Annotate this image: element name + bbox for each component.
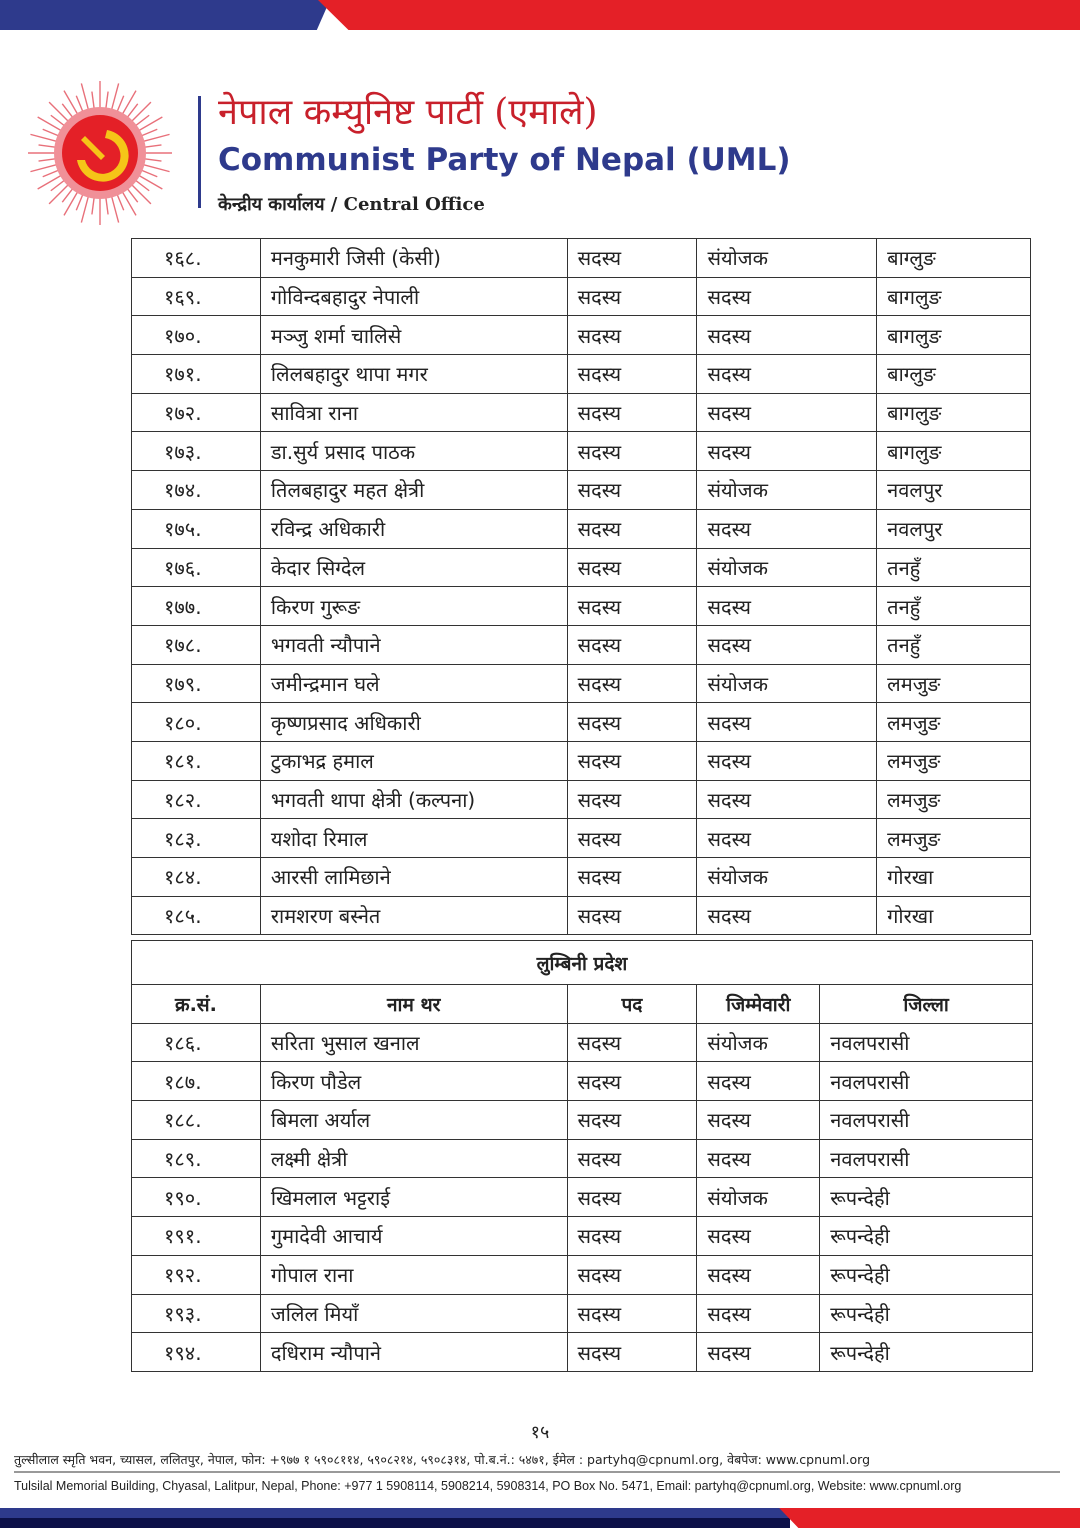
cell-responsibility: सदस्य (697, 625, 877, 664)
table-row (132, 393, 1031, 432)
cell-position: सदस्य (567, 587, 697, 626)
cell-position: सदस्य (567, 1255, 697, 1294)
table-row (132, 471, 1031, 510)
cell-responsibility: सदस्य (697, 703, 877, 742)
cell-district: नवलपरासी (820, 1139, 1033, 1178)
cell-serial: १९०. (132, 1178, 261, 1217)
cell-serial: १८५. (132, 896, 261, 935)
cell-serial: १९३. (132, 1294, 261, 1333)
table-row (132, 1333, 1033, 1372)
cell-position: सदस्य (567, 1062, 697, 1101)
cell-district: नवलपुर (877, 509, 1031, 548)
cell-district: लमजुङ (877, 741, 1031, 780)
cell-responsibility: संयोजक (697, 548, 877, 587)
cell-responsibility: संयोजक (697, 1023, 820, 1062)
table-row (132, 819, 1031, 858)
cell-serial: १८१. (132, 741, 261, 780)
cell-responsibility: सदस्य (697, 1255, 820, 1294)
header-serial: क्र.सं. (132, 985, 261, 1024)
cell-district: नवलपरासी (820, 1062, 1033, 1101)
table-row (132, 432, 1031, 471)
cell-responsibility: संयोजक (697, 471, 877, 510)
cell-name: खिमलाल भट्टराई (260, 1178, 567, 1217)
cell-district: लमजुङ (877, 819, 1031, 858)
cell-responsibility: संयोजक (697, 664, 877, 703)
cell-name: दधिराम न्यौपाने (260, 1333, 567, 1372)
cell-position: सदस्य (567, 548, 697, 587)
cell-position: सदस्य (567, 780, 697, 819)
cell-position: सदस्य (567, 1023, 697, 1062)
table-row (132, 316, 1031, 355)
cell-responsibility: सदस्य (697, 896, 877, 935)
table-row (132, 780, 1031, 819)
table-row (132, 896, 1031, 935)
cell-name: जमीन्द्रमान घले (260, 664, 567, 703)
cell-serial: १६९. (132, 277, 261, 316)
footer-address-nepali: तुल्सीलाल स्मृति भवन, च्यासल, ललितपुर, नेपाल, फोन: +९७७ १ ५९०८११४, ५९०८२१४, ५९०८३१४, पो.ब.नं.: ५४७१, ईमेल : partyhq@cpnuml.org, वेबपेज: www.cpnuml.org (14, 1452, 871, 1467)
cell-name: लिलबहादुर थापा मगर (260, 355, 567, 394)
party-name-english: Communist Party of Nepal (UML) (218, 142, 791, 178)
cell-responsibility: सदस्य (697, 316, 877, 355)
cell-district: बाग्लुङ (877, 239, 1031, 278)
cell-responsibility: सदस्य (697, 819, 877, 858)
cell-serial: १८९. (132, 1139, 261, 1178)
cell-serial: १७०. (132, 316, 261, 355)
table-row (132, 1255, 1033, 1294)
cell-serial: १७८. (132, 625, 261, 664)
cell-position: सदस्य (567, 1217, 697, 1256)
cell-position: सदस्य (567, 1294, 697, 1333)
table-row (132, 703, 1031, 742)
page-number: १५ (530, 1422, 550, 1443)
cell-serial: १९४. (132, 1333, 261, 1372)
table-row (132, 1101, 1033, 1140)
footer-address-english: Tulsilal Memorial Building, Chyasal, Lalitpur, Nepal, Phone: +977 1 5908114, 5908214, 5908314, PO Box No. 5471, Email: partyhq@cpnuml.org, Website: www.cpnuml.org (14, 1479, 962, 1493)
cell-responsibility: सदस्य (697, 1062, 820, 1101)
table-row (132, 1178, 1033, 1217)
cell-position: सदस्य (567, 1139, 697, 1178)
cell-position: सदस्य (567, 509, 697, 548)
cell-district: बागलुङ (877, 277, 1031, 316)
table-row (132, 355, 1031, 394)
cell-responsibility: सदस्य (697, 509, 877, 548)
cell-name: यशोदा रिमाल (260, 819, 567, 858)
cell-serial: १६८. (132, 239, 261, 278)
cell-name: कृष्णप्रसाद अधिकारी (260, 703, 567, 742)
cell-district: गोरखा (877, 896, 1031, 935)
cell-district: बागलुङ (877, 393, 1031, 432)
cell-position: सदस्य (567, 703, 697, 742)
table-row (132, 858, 1031, 897)
cell-serial: १७७. (132, 587, 261, 626)
table-row (132, 625, 1031, 664)
cell-responsibility: सदस्य (697, 1217, 820, 1256)
cell-position: सदस्य (567, 1178, 697, 1217)
header-responsibility: जिम्मेवारी (697, 985, 820, 1024)
top-bar-blue (0, 0, 330, 30)
cell-responsibility: सदस्य (697, 741, 877, 780)
cell-responsibility: सदस्य (697, 277, 877, 316)
cell-name: तिलबहादुर महत क्षेत्री (260, 471, 567, 510)
cell-name: किरण गुरूङ (260, 587, 567, 626)
office-subtitle: केन्द्रीय कार्यालय / Central Office (218, 194, 485, 215)
cell-position: सदस्य (567, 1101, 697, 1140)
table-row (132, 1062, 1033, 1101)
cell-serial: १७२. (132, 393, 261, 432)
cell-position: सदस्य (567, 625, 697, 664)
cell-position: सदस्य (567, 664, 697, 703)
members-table-lumbini (131, 940, 1033, 1372)
cell-position: सदस्य (567, 471, 697, 510)
table-row (132, 587, 1031, 626)
cell-district: नवलपुर (877, 471, 1031, 510)
cell-responsibility: सदस्य (697, 1333, 820, 1372)
cell-serial: १७१. (132, 355, 261, 394)
cell-responsibility: सदस्य (697, 1101, 820, 1140)
cell-name: सावित्रा राना (260, 393, 567, 432)
party-name-nepali: नेपाल कम्युनिष्ट पार्टी (एमाले) (218, 92, 598, 133)
cell-name: मञ्जु शर्मा चालिसे (260, 316, 567, 355)
cell-name: गोपाल राना (260, 1255, 567, 1294)
cell-position: सदस्य (567, 393, 697, 432)
cell-district: लमजुङ (877, 664, 1031, 703)
header-name: नाम थर (260, 985, 567, 1024)
table-row (132, 1217, 1033, 1256)
cell-responsibility: सदस्य (697, 780, 877, 819)
cell-district: नवलपरासी (820, 1101, 1033, 1140)
table-row (132, 664, 1031, 703)
cell-name: टुकाभद्र हमाल (260, 741, 567, 780)
table-header-row (132, 985, 1033, 1024)
cell-district: लमजुङ (877, 703, 1031, 742)
cell-name: लक्ष्मी क्षेत्री (260, 1139, 567, 1178)
party-logo-icon (25, 78, 175, 228)
top-bar-red (318, 0, 1080, 30)
cell-district: बाग्लुङ (877, 355, 1031, 394)
cell-name: केदार सिग्देल (260, 548, 567, 587)
cell-position: सदस्य (567, 355, 697, 394)
cell-district: रूपन्देही (820, 1178, 1033, 1217)
bottom-bar-navy (0, 1518, 790, 1528)
header-district: जिल्ला (820, 985, 1033, 1024)
cell-name: बिमला अर्याल (260, 1101, 567, 1140)
cell-district: बागलुङ (877, 432, 1031, 471)
cell-district: रूपन्देही (820, 1294, 1033, 1333)
cell-position: सदस्य (567, 819, 697, 858)
cell-name: रविन्द्र अधिकारी (260, 509, 567, 548)
cell-name: गोविन्दबहादुर नेपाली (260, 277, 567, 316)
cell-position: सदस्य (567, 277, 697, 316)
cell-serial: १७५. (132, 509, 261, 548)
cell-name: भगवती न्यौपाने (260, 625, 567, 664)
cell-position: सदस्य (567, 239, 697, 278)
cell-serial: १९१. (132, 1217, 261, 1256)
cell-position: सदस्य (567, 858, 697, 897)
header-position: पद (567, 985, 697, 1024)
cell-responsibility: संयोजक (697, 239, 877, 278)
cell-serial: १८७. (132, 1062, 261, 1101)
cell-name: सरिता भुसाल खनाल (260, 1023, 567, 1062)
table-row (132, 1139, 1033, 1178)
cell-district: बागलुङ (877, 316, 1031, 355)
cell-district: तनहुँ (877, 587, 1031, 626)
table-row (132, 509, 1031, 548)
cell-serial: १८३. (132, 819, 261, 858)
cell-district: गोरखा (877, 858, 1031, 897)
cell-district: तनहुँ (877, 548, 1031, 587)
table-row (132, 548, 1031, 587)
cell-responsibility: सदस्य (697, 1139, 820, 1178)
cell-responsibility: सदस्य (697, 432, 877, 471)
cell-serial: १८०. (132, 703, 261, 742)
table-row (132, 1023, 1033, 1062)
table-row (132, 239, 1031, 278)
cell-name: मनकुमारी जिसी (केसी) (260, 239, 567, 278)
cell-serial: १८६. (132, 1023, 261, 1062)
cell-responsibility: संयोजक (697, 1178, 820, 1217)
cell-serial: १८४. (132, 858, 261, 897)
table-row (132, 741, 1031, 780)
cell-serial: १७३. (132, 432, 261, 471)
cell-serial: १८२. (132, 780, 261, 819)
cell-responsibility: संयोजक (697, 858, 877, 897)
cell-district: नवलपरासी (820, 1023, 1033, 1062)
cell-name: गुमादेवी आचार्य (260, 1217, 567, 1256)
cell-serial: १९२. (132, 1255, 261, 1294)
cell-responsibility: सदस्य (697, 1294, 820, 1333)
header-divider (198, 96, 201, 208)
members-table-continued (131, 238, 1031, 935)
cell-name: डा.सुर्य प्रसाद पाठक (260, 432, 567, 471)
cell-responsibility: सदस्य (697, 355, 877, 394)
cell-district: तनहुँ (877, 625, 1031, 664)
bottom-bar-red (760, 1508, 1080, 1528)
cell-serial: १७४. (132, 471, 261, 510)
cell-district: रूपन्देही (820, 1255, 1033, 1294)
cell-responsibility: सदस्य (697, 587, 877, 626)
footer-divider (14, 1471, 1060, 1473)
cell-responsibility: सदस्य (697, 393, 877, 432)
cell-name: किरण पौडेल (260, 1062, 567, 1101)
province-heading: लुम्बिनी प्रदेश (132, 941, 1033, 985)
table-row (132, 277, 1031, 316)
cell-position: सदस्य (567, 316, 697, 355)
cell-position: सदस्य (567, 432, 697, 471)
cell-district: रूपन्देही (820, 1217, 1033, 1256)
cell-district: लमजुङ (877, 780, 1031, 819)
cell-serial: १७६. (132, 548, 261, 587)
cell-serial: १७९. (132, 664, 261, 703)
cell-name: जलिल मियाँ (260, 1294, 567, 1333)
cell-position: सदस्य (567, 741, 697, 780)
table-row (132, 1294, 1033, 1333)
cell-name: रामशरण बस्नेत (260, 896, 567, 935)
cell-name: भगवती थापा क्षेत्री (कल्पना) (260, 780, 567, 819)
cell-position: सदस्य (567, 896, 697, 935)
cell-district: रूपन्देही (820, 1333, 1033, 1372)
cell-position: सदस्य (567, 1333, 697, 1372)
cell-name: आरसी लामिछाने (260, 858, 567, 897)
cell-serial: १८८. (132, 1101, 261, 1140)
